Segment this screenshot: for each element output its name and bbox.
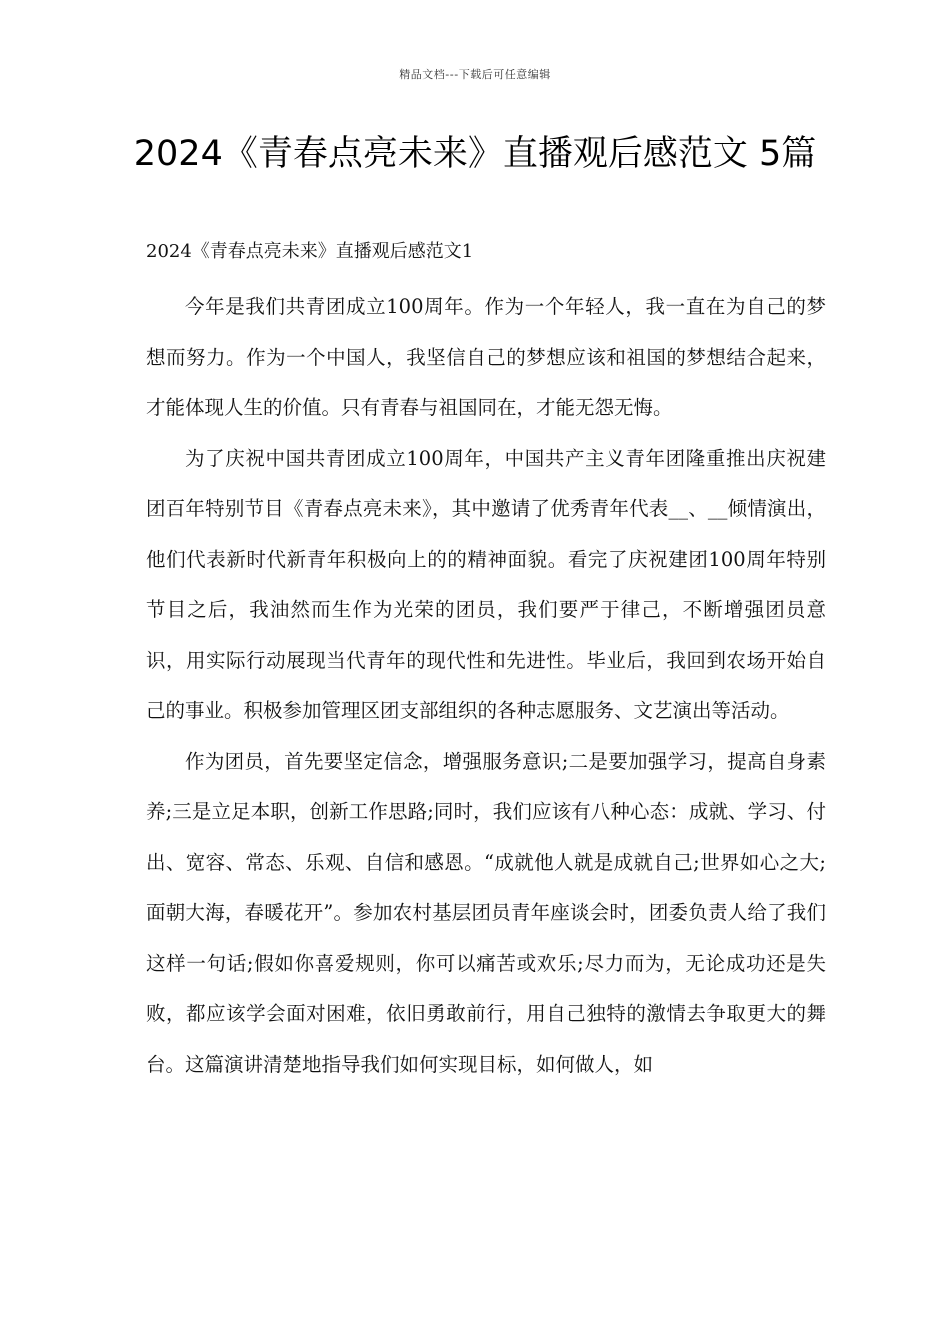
section-heading: 2024《青春点亮未来》直播观后感范文1: [146, 241, 474, 262]
paragraph-2: 为了庆祝中国共青团成立100周年，中国共产主义青年团隆重推出庆祝建团百年特别节目《青春点亮未来》，其中邀请了优秀青年代表__、__倾情演出，他们代表新时代新青年积极向上的的精神面貌。看完了庆祝建团100周年特别节目之后，我油然而生作为光荣的团员，我们要严于律己，不断增强团员意识，用实际行动展现当代青年的现代性和先进性。毕业后，我回到农场开始自己的事业。积极参加管理区团支部组织的各种志愿服务、文艺演出等活动。: [146, 446, 826, 722]
header-note: 精品文档---下载后可任意编辑: [399, 68, 551, 81]
paragraph-1: 今年是我们共青团成立100周年。作为一个年轻人，我一直在为自己的梦想而努力。作为一个中国人，我坚信自己的梦想应该和祖国的梦想结合起来，才能体现人生的价值。只有青春与祖国同在，才能无怨无悔。: [146, 295, 826, 419]
document-title: 2024《青春点亮未来》直播观后感范文 5篇: [133, 134, 817, 174]
document-body: [146, 282, 826, 1090]
paragraph-3: 作为团员，首先要坚定信念，增强服务意识;二是要加强学习，提高自身素养;三是立足本职，创新工作思路;同时，我们应该有八种心态：成就、学习、付出、宽容、常态、乐观、自信和感恩。“成就他人就是成就自己;世界如心之大;面朝大海，春暖花开”。参加农村基层团员青年座谈会时，团委负责人给了我们这样一句话;假如你喜爱规则，你可以痛苦或欢乐;尽力而为，无论成功还是失败，都应该学会面对困难，依旧勇敢前行，用自己独特的激情去争取更大的舞台。这篇演讲清楚地指导我们如何实现目标，如何做人，如: [146, 749, 826, 1076]
